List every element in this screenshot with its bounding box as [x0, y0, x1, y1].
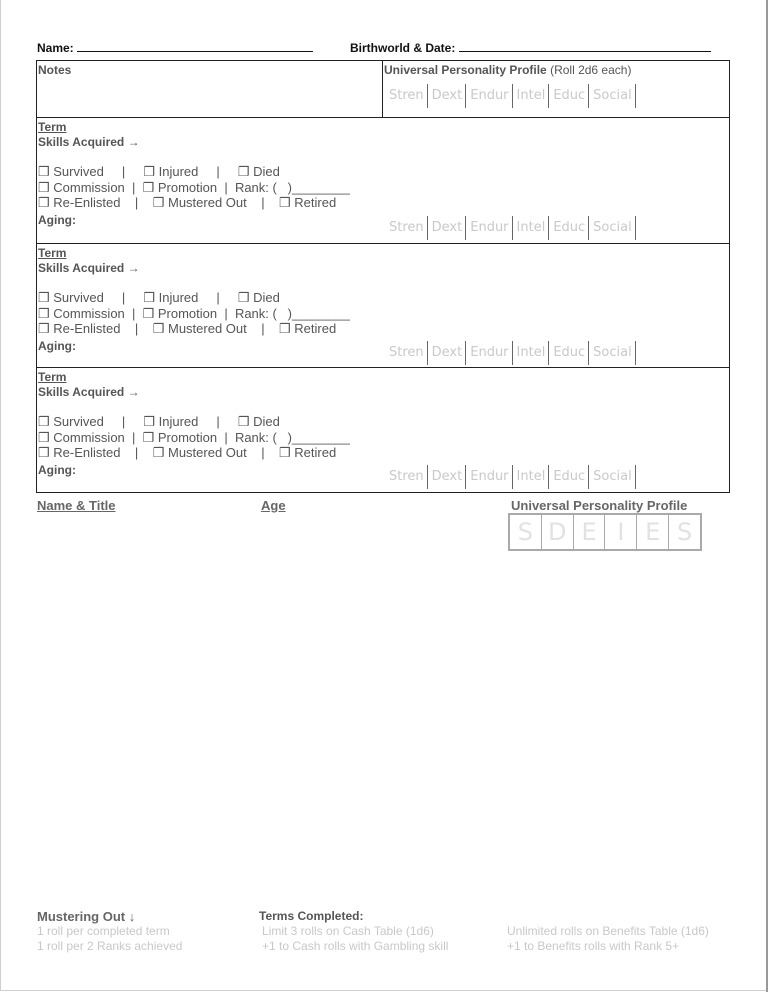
header	[37, 40, 729, 56]
cash-rule-2: +1 to Cash rolls with Gambling skill	[262, 939, 449, 953]
term-block-2	[37, 244, 729, 368]
name-title-label: Name & Title	[37, 498, 116, 513]
aging-label: Aging:	[38, 213, 76, 227]
checklist-line-outcome[interactable]: ❒ Survived | ❒ Injured | ❒ Died	[38, 164, 280, 179]
aging-label: Aging:	[38, 339, 76, 353]
checklist-line-rank[interactable]: ❒ Commission | ❒ Promotion | Rank: ( )________	[38, 429, 350, 445]
attr-endur[interactable]: Endur	[466, 84, 512, 108]
name-label: Name:	[37, 41, 74, 55]
attr-educ[interactable]: Educ	[549, 341, 589, 365]
term-title: Term	[38, 246, 67, 260]
benefits-rule-1: Unlimited rolls on Benefits Table (1d6)	[507, 924, 709, 938]
attr-intel[interactable]: Intel	[513, 84, 550, 108]
term-title: Term	[38, 370, 67, 384]
upp-cell-endurance[interactable]: E	[574, 515, 606, 549]
term-title: Term	[38, 120, 67, 134]
term-attribute-row[interactable]	[385, 465, 636, 489]
attr-dext[interactable]: Dext	[428, 216, 467, 240]
term-checklist[interactable]	[38, 164, 350, 211]
checklist-line-status[interactable]: ❒ Re-Enlisted | ❒ Mustered Out | ❒ Retired	[38, 321, 337, 337]
upp-note: (Roll 2d6 each)	[550, 63, 632, 77]
skills-acquired-label: Skills Acquired →	[38, 385, 140, 399]
upp-summary-label: Universal Personality Profile	[511, 498, 688, 513]
name-line[interactable]	[77, 40, 313, 52]
attr-intel[interactable]: Intel	[513, 341, 550, 365]
age-label: Age	[261, 498, 286, 513]
notes-row	[37, 61, 729, 118]
attr-stren[interactable]: Stren	[385, 84, 428, 108]
upp-cell-strength[interactable]: S	[510, 515, 542, 549]
attr-social[interactable]: Social	[589, 216, 636, 240]
mustering-out-block	[37, 909, 182, 954]
term-checklist[interactable]	[38, 414, 350, 461]
attr-dext[interactable]: Dext	[428, 465, 467, 489]
skills-acquired-label: Skills Acquired →	[38, 135, 140, 149]
attr-educ[interactable]: Educ	[549, 216, 589, 240]
terms-completed-block	[259, 909, 448, 954]
terms-completed-label: Terms Completed:	[259, 909, 364, 923]
checklist-line-rank[interactable]: ❒ Commission | ❒ Promotion | Rank: ( )________	[38, 305, 350, 321]
aging-label: Aging:	[38, 463, 76, 477]
attr-social[interactable]: Social	[589, 84, 636, 108]
checklist-line-status[interactable]: ❒ Re-Enlisted | ❒ Mustered Out | ❒ Retired	[38, 195, 337, 211]
attr-social[interactable]: Social	[589, 465, 636, 489]
upp-summary-grid[interactable]	[508, 513, 702, 551]
notes-label: Notes	[38, 63, 72, 77]
term-block-3	[37, 368, 729, 492]
character-record-frame	[36, 60, 730, 493]
checklist-line-status[interactable]: ❒ Re-Enlisted | ❒ Mustered Out | ❒ Retired	[38, 445, 337, 461]
attr-endur[interactable]: Endur	[466, 341, 512, 365]
attr-dext[interactable]: Dext	[428, 341, 467, 365]
attr-stren[interactable]: Stren	[385, 465, 428, 489]
upp-cell-social[interactable]: S	[676, 518, 693, 546]
upp-cell-intelligence[interactable]: I	[605, 515, 637, 549]
mustering-out-heading: Mustering Out ↓	[37, 909, 136, 924]
benefits-rule-2: +1 to Benefits rolls with Rank 5+	[507, 939, 680, 953]
attr-educ[interactable]: Educ	[549, 465, 589, 489]
attr-endur[interactable]: Endur	[466, 216, 512, 240]
attr-intel[interactable]: Intel	[513, 465, 550, 489]
attr-social[interactable]: Social	[589, 341, 636, 365]
upp-attribute-row[interactable]	[385, 84, 636, 108]
birthworld-field[interactable]	[350, 40, 711, 55]
term-attribute-row[interactable]	[385, 216, 636, 240]
checklist-line-rank[interactable]: ❒ Commission | ❒ Promotion | Rank: ( )________	[38, 179, 350, 195]
birthworld-line[interactable]	[459, 40, 711, 52]
mustering-rule-2: 1 roll per 2 Ranks achieved	[37, 939, 183, 953]
attr-stren[interactable]: Stren	[385, 341, 428, 365]
term-block-1	[37, 118, 729, 244]
skills-acquired-label: Skills Acquired →	[38, 261, 140, 275]
benefits-block	[507, 924, 709, 954]
attr-stren[interactable]: Stren	[385, 216, 428, 240]
upp-box	[382, 61, 730, 117]
term-attribute-row[interactable]	[385, 341, 636, 365]
checklist-line-outcome[interactable]: ❒ Survived | ❒ Injured | ❒ Died	[38, 414, 280, 429]
birthworld-label: Birthworld & Date:	[350, 41, 456, 55]
upp-title-text: Universal Personality Profile	[384, 63, 547, 77]
upp-cell-dexterity[interactable]: D	[542, 515, 574, 549]
attr-endur[interactable]: Endur	[466, 465, 512, 489]
upp-title	[384, 63, 631, 77]
attr-dext[interactable]: Dext	[428, 84, 467, 108]
attr-intel[interactable]: Intel	[513, 216, 550, 240]
upp-cell-education[interactable]: E	[637, 515, 669, 549]
mustering-rule-1: 1 roll per completed term	[37, 924, 170, 938]
cash-rule-1: Limit 3 rolls on Cash Table (1d6)	[262, 924, 434, 938]
checklist-line-outcome[interactable]: ❒ Survived | ❒ Injured | ❒ Died	[38, 290, 280, 305]
attr-educ[interactable]: Educ	[549, 84, 589, 108]
name-field[interactable]	[37, 40, 313, 55]
term-checklist[interactable]	[38, 290, 350, 337]
